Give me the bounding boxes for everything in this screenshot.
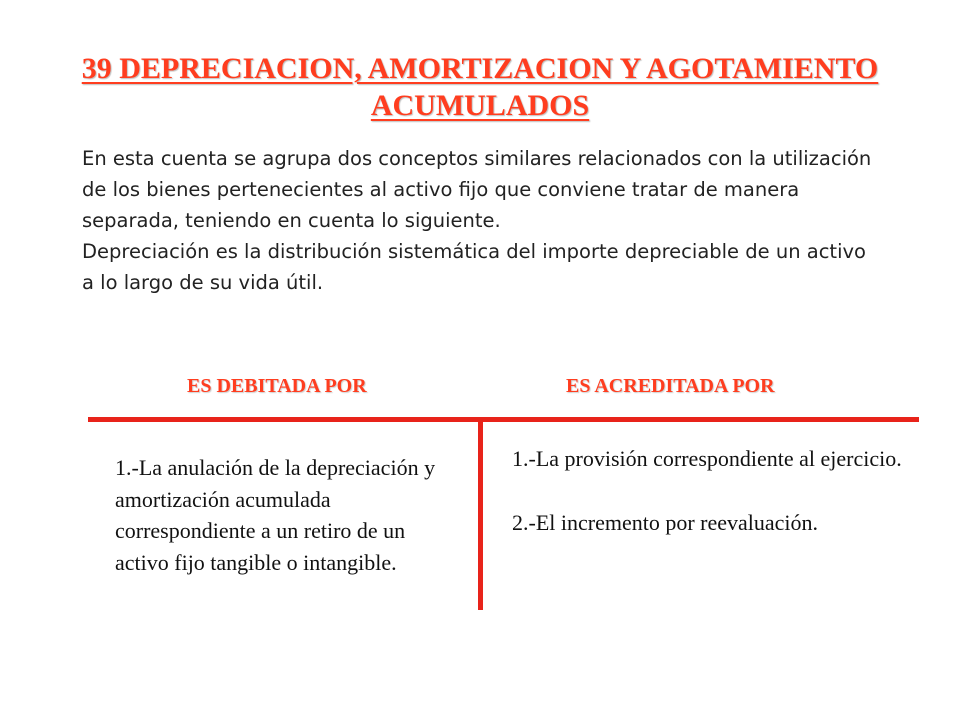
- t-account-horizontal-line: [88, 417, 919, 422]
- title-line-2: ACUMULADOS: [370, 89, 590, 122]
- t-account-vertical-line: [478, 422, 483, 610]
- title-line-1: 39 DEPRECIACION, AMORTIZACION Y AGOTAMIENTO: [81, 52, 879, 85]
- debit-header: ES DEBITADA POR: [187, 375, 367, 397]
- credit-item: 2.-El incremento por reevaluación.: [512, 509, 819, 535]
- credit-header: ES ACREDITADA POR: [566, 375, 775, 397]
- intro-paragraph-1: En esta cuenta se agrupa dos conceptos similares relacionados con la utilización de los bienes pertenecientes al activo fijo que conviene tratar de manera separada, teniendo en cuenta lo siguiente.: [82, 147, 872, 232]
- debit-column: [115, 452, 445, 578]
- credit-item: 1.-La provisión correspondiente al ejercicio.: [512, 446, 902, 471]
- intro-text: [82, 143, 882, 298]
- debit-item: 1.-La anulación de la depreciación y amortización acumulada correspondiente a un retiro de un activo fijo tangible o intangible.: [115, 455, 436, 575]
- slide-title: [30, 50, 930, 124]
- credit-column: [512, 443, 912, 538]
- intro-paragraph-2: Depreciación es la distribución sistemática del importe depreciable de un activo a lo largo de su vida útil.: [82, 240, 866, 294]
